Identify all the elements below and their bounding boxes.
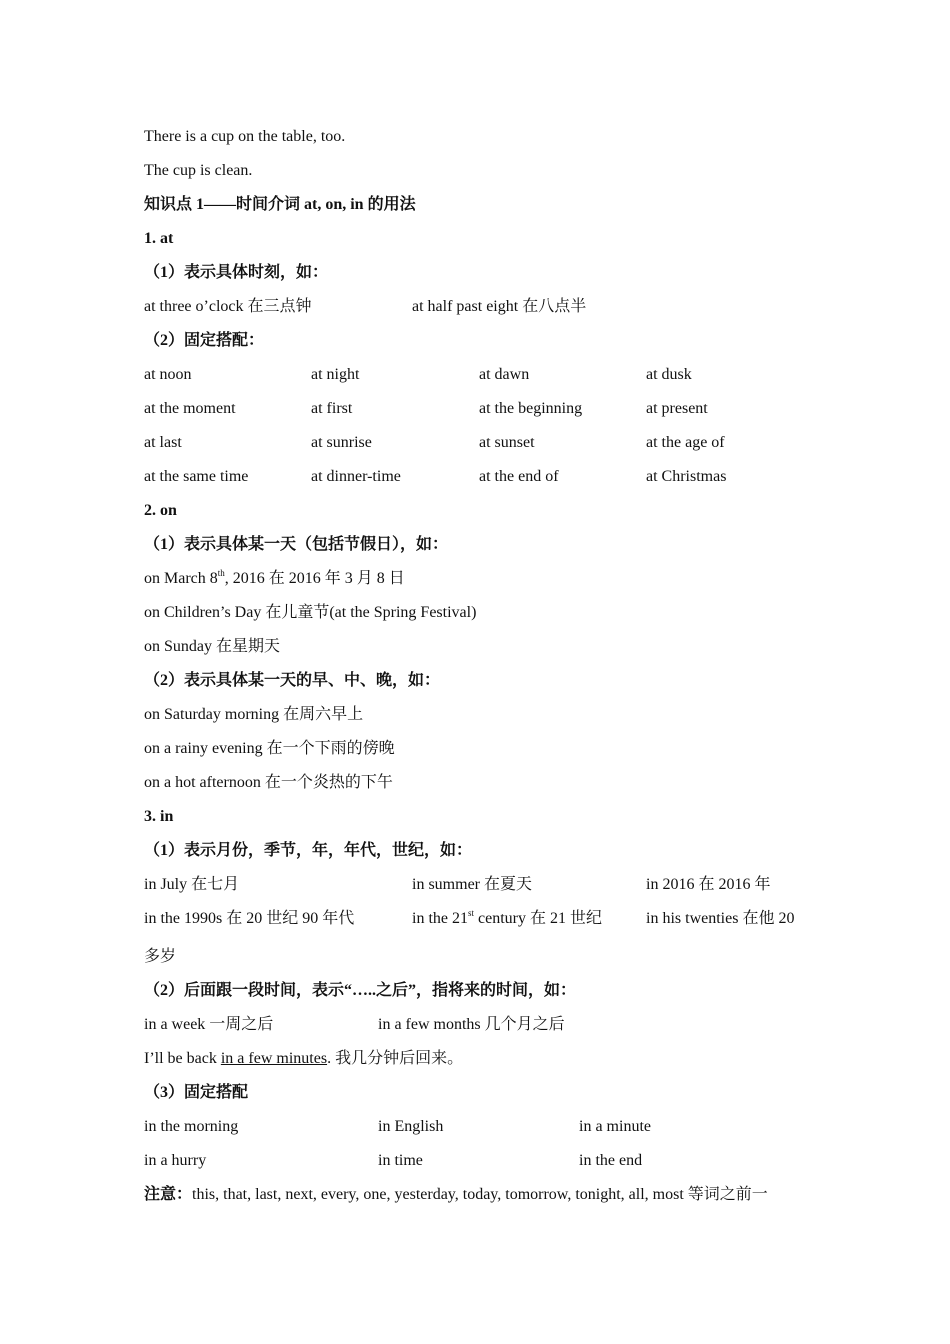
in-back-pre: I’ll be back: [144, 1050, 221, 1067]
at-fixed-table: [144, 358, 824, 494]
in-example-cell: in July 在七月: [144, 876, 240, 893]
in-fixed-cell: in time: [378, 1152, 423, 1169]
in-example-row-2: [144, 902, 824, 936]
on-example-6: on a hot afternoon 在一个炎热的下午: [144, 774, 393, 791]
section-heading: 知识点 1——时间介词 at, on, in 的用法: [144, 196, 416, 213]
in-fixed-table: [144, 1110, 824, 1178]
note-label: 注意：: [144, 1186, 193, 1203]
in-example-cell: in the 1990s 在 20 世纪 90 年代: [144, 910, 355, 927]
at-fixed-cell: at last: [144, 434, 182, 451]
on-example-5: on a rainy evening 在一个下雨的傍晚: [144, 740, 395, 757]
in-sub2: （2）后面跟一段时间，表示“…..之后”，指将来的时间，如：: [144, 982, 577, 999]
in-example-cell: in summer 在夏天: [412, 876, 532, 893]
in-back-post: . 我几分钟后回来。: [327, 1050, 464, 1067]
at-fixed-row: [144, 426, 824, 460]
in-fixed-cell: in the morning: [144, 1118, 239, 1135]
in-example-row-3: 多岁: [144, 948, 177, 965]
at-fixed-cell: at sunrise: [311, 434, 372, 451]
at-title: 1. at: [144, 230, 174, 247]
in-sub3: （3）固定搭配: [144, 1084, 249, 1101]
at-fixed-cell: at the end of: [479, 468, 559, 485]
at-fixed-cell: at present: [646, 400, 708, 417]
on-example-3: on Sunday 在星期天: [144, 638, 281, 655]
at-example-row: [144, 290, 824, 324]
intro-line-1: There is a cup on the table, too.: [144, 128, 346, 145]
at-fixed-cell: at the age of: [646, 434, 725, 451]
at-fixed-cell: at sunset: [479, 434, 535, 451]
at-fixed-cell: at the beginning: [479, 400, 583, 417]
in-period-row: [144, 1008, 824, 1042]
in-century-pre: in the 21: [412, 910, 468, 927]
in-back-underlined: in a few minutes: [220, 1050, 328, 1067]
in-fixed-cell: in a hurry: [144, 1152, 207, 1169]
in-century-post: century 在 21 世纪: [474, 910, 602, 927]
in-example-cell: in 2016 在 2016 年: [646, 876, 771, 893]
on-sub2: （2）表示具体某一天的早、中、晚，如：: [144, 672, 441, 689]
at-fixed-cell: at dusk: [646, 366, 692, 383]
at-fixed-cell: at the same time: [144, 468, 249, 485]
in-fixed-cell: in the end: [579, 1152, 643, 1169]
in-century-sup: st: [468, 907, 475, 918]
on-date-post: , 2016 在 2016 年 3 月 8 日: [224, 570, 405, 587]
in-fixed-cell: in English: [378, 1118, 444, 1135]
in-fixed-row: [144, 1110, 824, 1144]
intro-line-2: The cup is clean.: [144, 162, 253, 179]
document-page: [144, 120, 824, 1212]
note-text: this, that, last, next, every, one, yesterday, today, tomorrow, tonight, all, most 等词之前一: [192, 1186, 768, 1203]
at-fixed-cell: at night: [311, 366, 360, 383]
at-sub2: （2）固定搭配：: [144, 332, 265, 349]
in-fixed-row: [144, 1144, 824, 1178]
at-example-1: at three o’clock 在三点钟: [144, 298, 312, 315]
in-back-sentence: [144, 1042, 824, 1076]
at-sub1: （1）表示具体时刻，如：: [144, 264, 329, 281]
on-example-2: on Children’s Day 在儿童节(at the Spring Festival): [144, 604, 477, 621]
at-fixed-cell: at dinner-time: [311, 468, 401, 485]
at-fixed-cell: at Christmas: [646, 468, 727, 485]
at-fixed-row: [144, 460, 824, 494]
at-fixed-cell: at the moment: [144, 400, 236, 417]
in-title: 3. in: [144, 808, 174, 825]
on-date-sup: th: [217, 567, 225, 578]
on-sub1: （1）表示具体某一天（包括节假日），如：: [144, 536, 449, 553]
at-fixed-cell: at noon: [144, 366, 192, 383]
at-fixed-cell: at dawn: [479, 366, 530, 383]
in-fixed-cell: in a minute: [579, 1118, 651, 1135]
in-period-cell: in a week 一周之后: [144, 1016, 274, 1033]
in-example-row-1: [144, 868, 824, 902]
at-example-2: at half past eight 在八点半: [412, 298, 587, 315]
in-sub1: （1）表示月份，季节，年，年代，世纪，如：: [144, 842, 473, 859]
on-example-date: [144, 562, 824, 596]
in-example-cell: in his twenties 在他 20: [646, 910, 795, 927]
note-line: [144, 1178, 824, 1212]
on-date-pre: on March 8: [144, 570, 218, 587]
in-period-cell: in a few months 几个月之后: [378, 1016, 565, 1033]
on-example-4: on Saturday morning 在周六早上: [144, 706, 364, 723]
in-example-cell: [412, 902, 602, 936]
at-fixed-cell: at first: [311, 400, 353, 417]
at-fixed-row: [144, 392, 824, 426]
at-fixed-row: [144, 358, 824, 392]
on-title: 2. on: [144, 502, 177, 519]
